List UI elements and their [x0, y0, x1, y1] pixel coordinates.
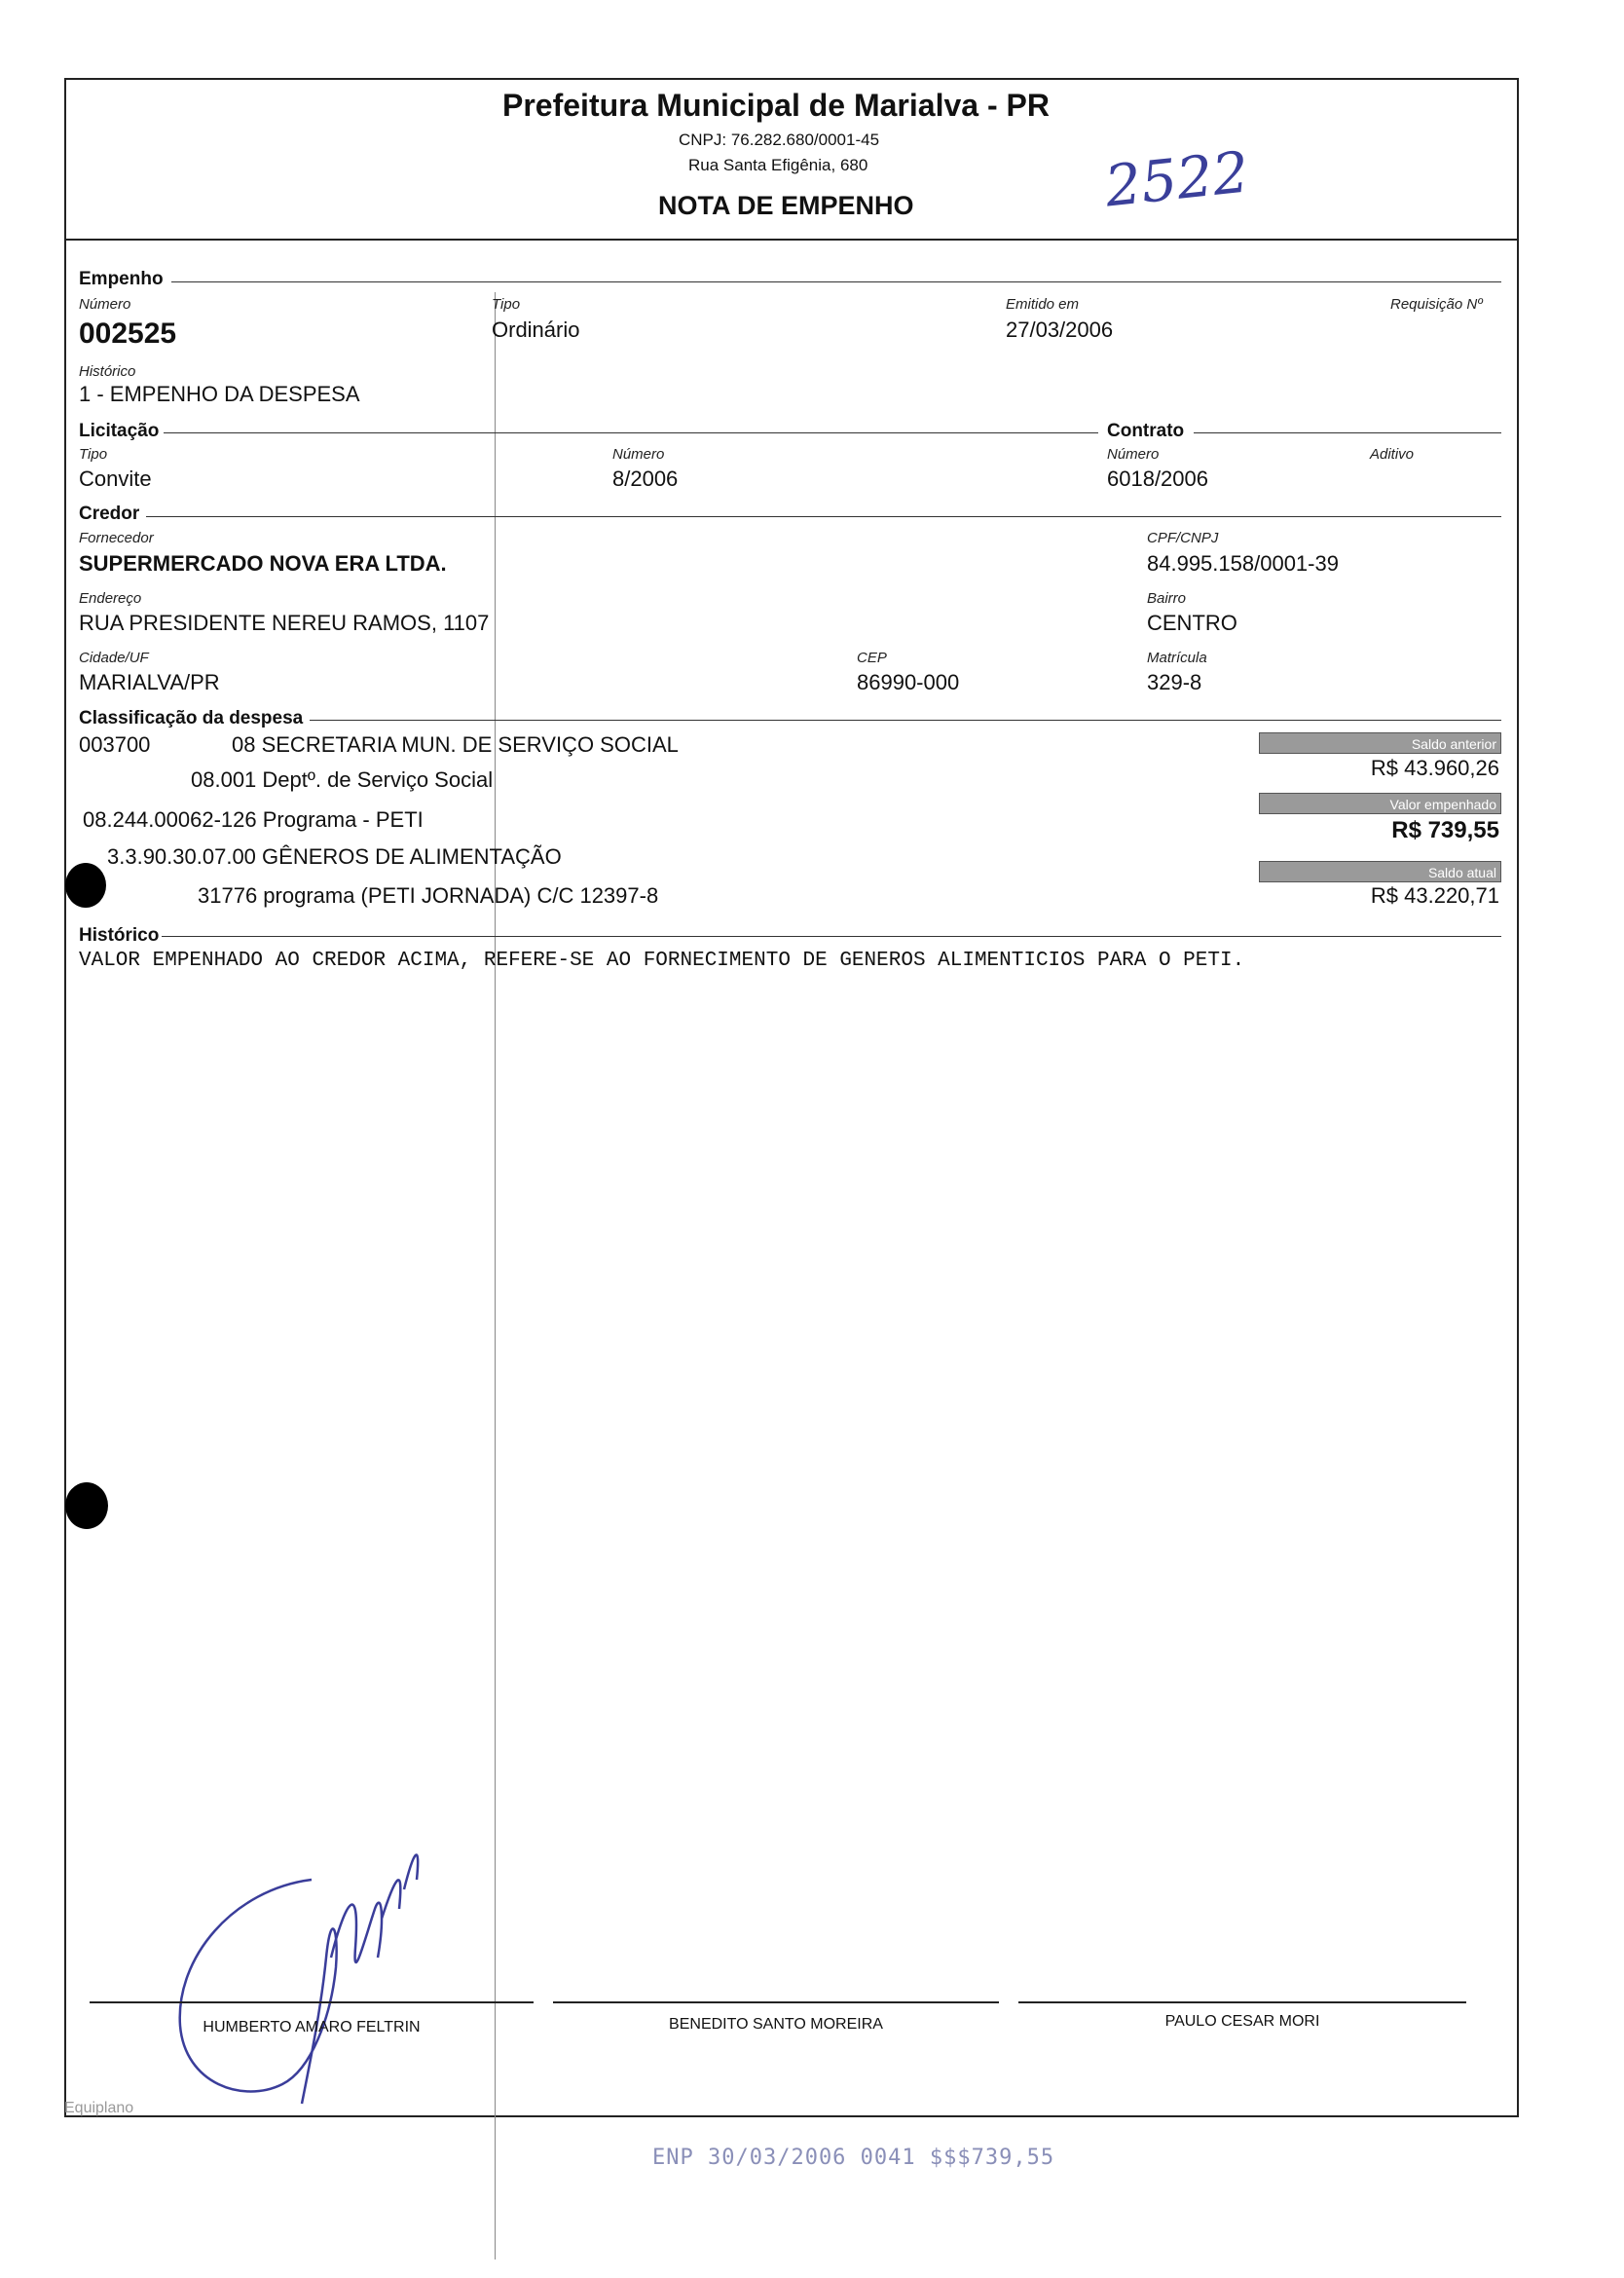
handwritten-number: 2522	[1101, 138, 1252, 220]
licitacao-numero-label: Número	[612, 446, 665, 463]
classificacao-line3: 08.244.00062-126 Programa - PETI	[83, 807, 424, 832]
empenho-historico-label: Histórico	[79, 363, 136, 380]
signature-name-3: PAULO CESAR MORI	[1164, 2013, 1320, 2030]
cep-label: CEP	[857, 650, 887, 666]
cidade-value: MARIALVA/PR	[79, 670, 220, 694]
emitido-label: Emitido em	[1006, 296, 1080, 313]
signature-name-1: HUMBERTO AMARO FELTRIN	[203, 2019, 421, 2035]
classificacao-line1: 08 SECRETARIA MUN. DE SERVIÇO SOCIAL	[232, 732, 679, 757]
endereco-label: Endereço	[79, 590, 142, 607]
classificacao-line4: 3.3.90.30.07.00 GÊNEROS DE ALIMENTAÇÃO	[107, 844, 562, 869]
historico-text: VALOR EMPENHADO AO CREDOR ACIMA, REFERE-SE AO FORNECIMENTO DE GENEROS ALIMENTICIOS PARA O PETI.	[79, 950, 1245, 972]
section-classificacao: Classificação da despesa	[79, 708, 304, 728]
contrato-numero-label: Número	[1107, 446, 1160, 463]
cnpj-line: CNPJ: 76.282.680/0001-45	[679, 131, 880, 149]
empenho-tipo: Ordinário	[492, 317, 580, 342]
classificacao-line5: 31776 programa (PETI JORNADA) C/C 12397-8	[198, 883, 659, 908]
contrato-numero: 6018/2006	[1107, 467, 1208, 491]
empenho-tipo-label: Tipo	[492, 296, 521, 313]
section-historico: Histórico	[79, 925, 160, 946]
empenho-numero: 002525	[79, 317, 177, 350]
aditivo-label: Aditivo	[1370, 446, 1415, 463]
section-credor: Credor	[79, 504, 140, 524]
footer-stamp: ENP 30/03/2006 0041 $$$739,55	[652, 2146, 1055, 2170]
signature-line-3	[1018, 2001, 1466, 2003]
licitacao-tipo-label: Tipo	[79, 446, 108, 463]
scan-artifact-line	[495, 292, 496, 2259]
saldo-anterior-label: Saldo anterior	[1259, 732, 1501, 754]
doc-title: NOTA DE EMPENHO	[658, 191, 914, 220]
cep-value: 86990-000	[857, 670, 960, 694]
section-empenho: Empenho	[79, 269, 164, 289]
footer-brand: Equiplano	[64, 2100, 134, 2116]
bairro-value: CENTRO	[1147, 611, 1237, 635]
saldo-atual-label: Saldo atual	[1259, 861, 1501, 882]
signature-line-2	[553, 2001, 999, 2003]
credor-rule	[146, 516, 1501, 517]
saldo-atual-value: R$ 43.220,71	[1370, 883, 1499, 908]
page-title: Prefeitura Municipal de Marialva - PR	[502, 88, 1050, 123]
fornecedor-label: Fornecedor	[79, 530, 154, 546]
empenho-numero-label: Número	[79, 296, 131, 313]
matricula-value: 329-8	[1147, 670, 1202, 694]
valor-empenhado-label: Valor empenhado	[1259, 793, 1501, 814]
header-divider	[64, 239, 1517, 241]
requisicao-label: Requisição Nº	[1390, 296, 1483, 313]
empenho-rule	[171, 281, 1501, 282]
licitacao-tipo: Convite	[79, 467, 152, 491]
fornecedor-value: SUPERMERCADO NOVA ERA LTDA.	[79, 551, 447, 576]
matricula-label: Matrícula	[1147, 650, 1207, 666]
cpf-value: 84.995.158/0001-39	[1147, 551, 1339, 576]
valor-empenhado-value: R$ 739,55	[1391, 817, 1499, 843]
classificacao-line2: 08.001 Deptº. de Serviço Social	[191, 767, 494, 792]
signature-scribble	[166, 1821, 487, 2113]
cpf-label: CPF/CNPJ	[1147, 530, 1219, 546]
cidade-label: Cidade/UF	[79, 650, 149, 666]
bairro-label: Bairro	[1147, 590, 1187, 607]
section-licitacao: Licitação	[79, 421, 160, 441]
section-contrato: Contrato	[1107, 421, 1185, 441]
punch-hole-top	[65, 863, 106, 908]
licitacao-numero: 8/2006	[612, 467, 679, 491]
contrato-rule	[1194, 432, 1501, 433]
emitido-date: 27/03/2006	[1006, 317, 1114, 342]
classificacao-code: 003700	[79, 732, 151, 757]
endereco-value: RUA PRESIDENTE NEREU RAMOS, 1107	[79, 611, 490, 635]
classificacao-rule	[310, 720, 1501, 721]
signature-name-2: BENEDITO SANTO MOREIRA	[669, 2016, 883, 2033]
punch-hole-middle	[65, 1482, 108, 1529]
signature-line-1	[90, 2001, 534, 2003]
licitacao-rule	[164, 432, 1098, 433]
empenho-historico: 1 - EMPENHO DA DESPESA	[79, 382, 360, 406]
saldo-anterior-value: R$ 43.960,26	[1370, 756, 1499, 780]
address-line: Rua Santa Efigênia, 680	[688, 156, 868, 174]
historico-rule	[162, 936, 1501, 937]
